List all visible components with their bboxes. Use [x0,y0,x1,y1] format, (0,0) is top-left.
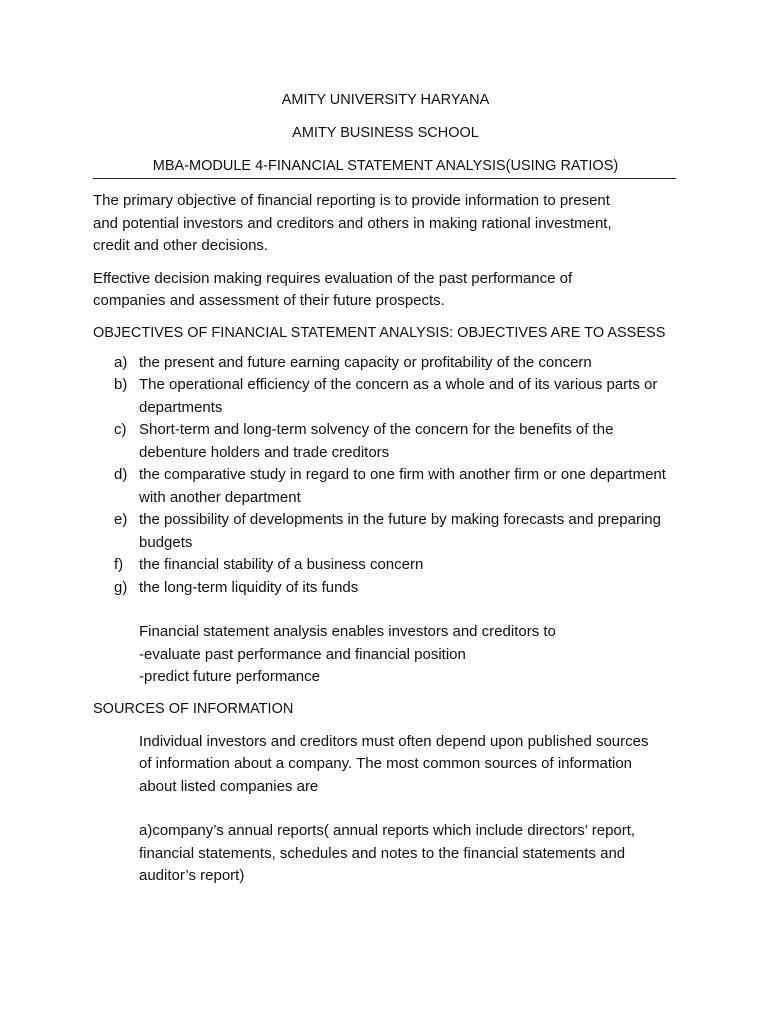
list-marker: g) [114,578,128,596]
list-item-text: the present and future earning capacity or profitability of the concern [139,353,592,371]
list-item-text: the possibility of developments in the future by making forecasts and preparing budgets [139,511,661,551]
module-title: MBA-MODULE 4-FINANCIAL STATEMENT ANALYSIS(USING RATIOS) [152,158,619,174]
list-item-text: the financial stability of a business concern [139,556,424,573]
objectives-heading: OBJECTIVES OF FINANCIAL STATEMENT ANALYSIS: OBJECTIVES ARE TO ASSESS [93,324,666,341]
list-item [114,554,678,577]
intro-paragraph-2: Effective decision making requires evaluation of the past performance of companies and assessment of their future prospects. [93,269,573,309]
list-item [114,419,678,464]
list-item [114,509,678,554]
list-item [114,577,678,600]
university-title: AMITY UNIVERSITY HARYANA [281,92,490,108]
list-item-text: the long-term liquidity of its funds [139,578,359,596]
school-title: AMITY BUSINESS SCHOOL [292,125,479,141]
document-content [93,90,678,903]
list-item [114,352,678,375]
list-item-text: Short-term and long-term solvency of the concern for the benefits of the debenture holders and trade creditors [139,421,614,461]
list-item [114,464,678,509]
intro-paragraph-1: The primary objective of financial reporting is to provide information to present and potential investors and creditors and others in making rational investment, credit and other decisions. [93,192,612,254]
list-marker: f) [114,556,124,573]
sources-heading: SOURCES OF INFORMATION [93,700,294,717]
list-item [114,374,678,419]
fsa-line-3: -predict future performance [139,668,320,685]
list-marker: c) [114,421,127,438]
fsa-line-1: Financial statement analysis enables investors and creditors to [139,623,556,640]
sources-paragraph-1: Individual investors and creditors must often depend upon published sources of information about a company. The most common sources of information about listed companies are [139,732,649,795]
list-item-text: The operational efficiency of the concern as a whole and of its various parts or departments [139,376,658,416]
title-divider [93,178,676,179]
list-marker: b) [114,376,128,393]
list-item-text: the comparative study in regard to one firm with another firm or one department with another department [139,466,666,506]
list-marker: e) [114,511,128,528]
list-marker: a) [114,353,128,371]
fsa-line-2: -evaluate past performance and financial position [139,645,466,663]
list-marker: d) [114,466,128,483]
objectives-list [93,352,678,600]
sources-paragraph-2: a)company’s annual reports( annual reports which include directors’ report, financial statements, schedules and notes to the financial statements and auditor’s report) [139,822,636,884]
fsa-block [139,621,678,689]
